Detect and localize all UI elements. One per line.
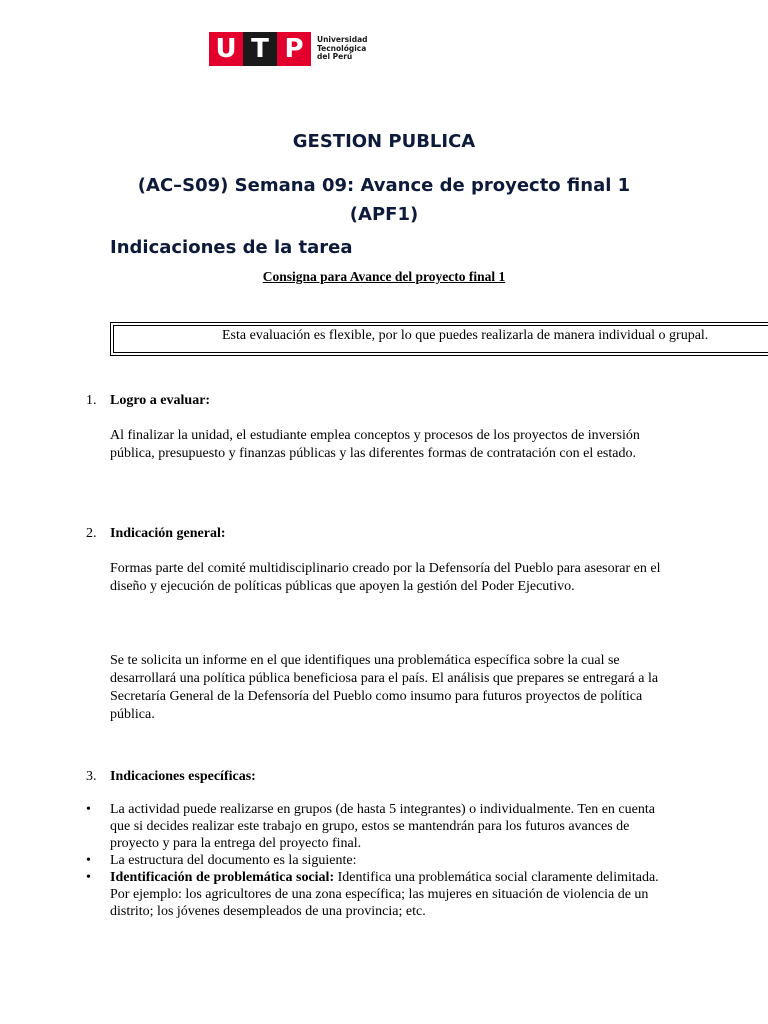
section-3-header xyxy=(86,769,256,785)
list-item xyxy=(86,852,676,869)
utp-logo xyxy=(209,32,368,66)
document-subtitle xyxy=(0,171,768,229)
list-item-text: La actividad puede realizarse en grupos (de hasta 5 integrantes) o individualmente. Ten en cuenta que si decides realizar este trabajo en grupo, estos se mantendrán para los futuros avances de proyecto y para la entrega del proyecto final. xyxy=(110,802,655,851)
section-heading: Indicaciones de la tarea xyxy=(110,237,353,258)
section-1-text: Al finalizar la unidad, el estudiante emplea conceptos y procesos de los proyectos de inversión pública, presupuesto y finanzas públicas y las diferentes formas de contratación con el estado. xyxy=(110,428,640,461)
specific-instructions-list xyxy=(86,801,676,920)
logo-letters xyxy=(209,32,311,66)
section-title: Indicación general: xyxy=(110,526,226,541)
section-number: 3. xyxy=(86,769,97,784)
section-2-text-2: Se te solicita un informe en el que identifiques una problemática específica sobre la cual se desarrollará una política pública beneficiosa para el país. El análisis que prepares se entregará a la Secretaría General de la Defensoría del Pueblo como insumo para futuros proyectos de política pública. xyxy=(110,653,659,722)
list-item-bold-label: Identificación de problemática social: xyxy=(110,870,335,885)
section-number: 2. xyxy=(86,526,97,541)
subtitle-line-1: (AC–S09) Semana 09: Avance de proyecto final 1 xyxy=(137,175,631,196)
subtitle-line-2: (APF1) xyxy=(349,204,419,225)
flexible-note-box xyxy=(110,322,768,356)
list-item-text: Identifica una problemática social claramente delimitada. Por ejemplo: los agricultores de una zona específica; las mujeres en situación de violencia de un distrito; los jóvenes desempleados de una provincia; etc. xyxy=(110,870,659,919)
section-number: 1. xyxy=(86,393,97,408)
flexible-note-text: Esta evaluación es flexible, por lo que puedes realizarla de manera individual o grupal. xyxy=(222,328,709,343)
section-title: Logro a evaluar: xyxy=(110,393,211,408)
logo-letter-p: P xyxy=(277,32,311,66)
section-1-header xyxy=(86,393,210,409)
list-item xyxy=(86,801,676,852)
bullet-icon: • xyxy=(86,870,91,885)
list-item xyxy=(86,869,676,920)
bullet-icon: • xyxy=(86,853,91,868)
logo-text-line: Universidad xyxy=(317,35,368,45)
section-2-header xyxy=(86,526,226,542)
logo-text-line: del Perú xyxy=(317,52,353,62)
logo-letter-t: T xyxy=(243,32,277,66)
consigna-title: Consigna para Avance del proyecto final 1 xyxy=(262,269,506,284)
document-title: GESTION PUBLICA xyxy=(292,131,476,152)
logo-wordmark xyxy=(317,36,368,62)
section-2-text-1: Formas parte del comité multidisciplinario creado por la Defensoría del Pueblo para asesorar en el diseño y ejecución de políticas públicas que apoyen la gestión del Poder Ejecutivo. xyxy=(110,561,661,594)
bullet-icon: • xyxy=(86,802,91,817)
logo-letter-u: U xyxy=(209,32,243,66)
logo-text-line: Tecnológica xyxy=(317,43,367,53)
section-title: Indicaciones específicas: xyxy=(110,769,256,784)
list-item-text: La estructura del documento es la siguiente: xyxy=(110,853,357,868)
